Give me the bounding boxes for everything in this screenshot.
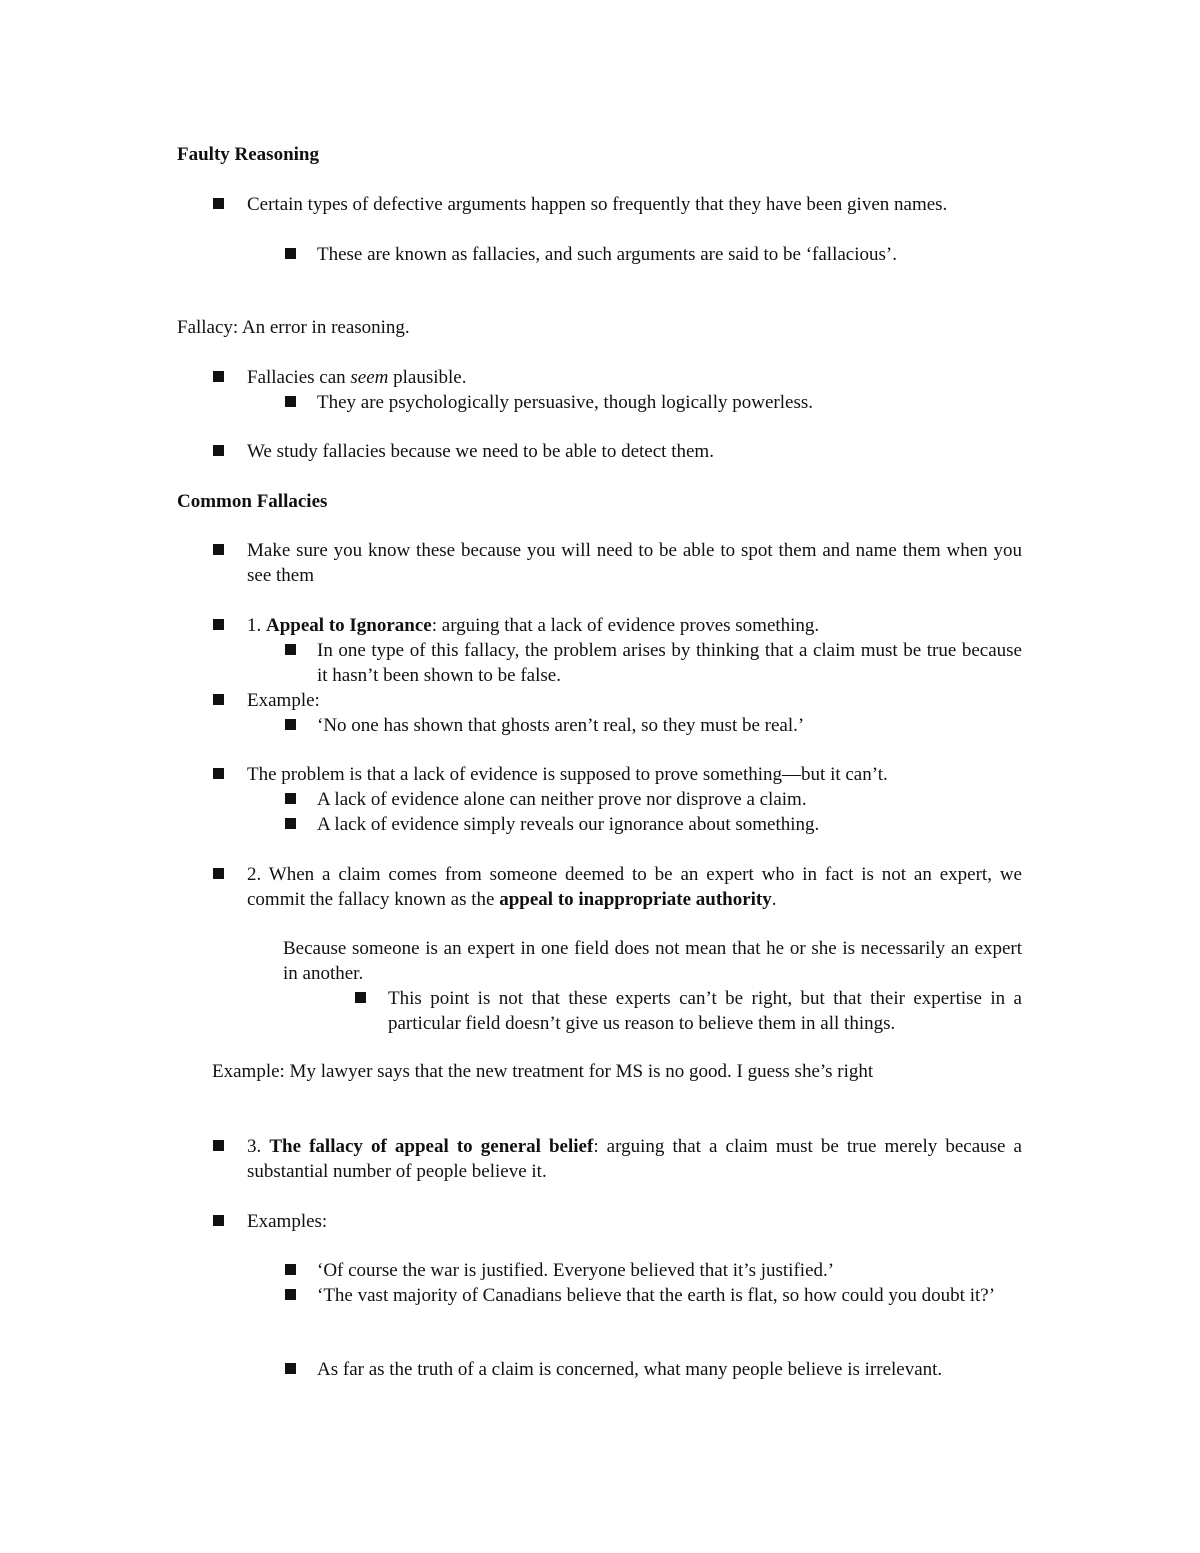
bullet-icon	[355, 992, 366, 1003]
bullet-icon	[213, 768, 224, 779]
bullet-icon	[213, 1140, 224, 1151]
example-ghosts: ‘No one has shown that ghosts aren’t real, so they must be real.’	[317, 715, 805, 736]
example-lawyer: Example: My lawyer says that the new treatment for MS is no good. I guess she’s right	[212, 1061, 874, 1082]
heading-faulty-reasoning: Faulty Reasoning	[177, 144, 319, 165]
examples-label: Examples:	[247, 1211, 328, 1232]
bullet-icon	[213, 198, 224, 209]
bullet-icon	[285, 719, 296, 730]
example-earth-flat: ‘The vast majority of Canadians believe that the earth is flat, so how could you doubt it?’	[317, 1285, 996, 1306]
bullet-icon	[213, 544, 224, 555]
bullet-icon	[213, 1215, 224, 1226]
paragraph-truth-irrelevant: As far as the truth of a claim is concerned, what many people believe is irrelevant.	[317, 1359, 943, 1380]
bullet-icon	[285, 396, 296, 407]
example-war-justified: ‘Of course the war is justified. Everyone believed that it’s justified.’	[317, 1260, 835, 1281]
paragraph-fallacies-seem-plausible: Fallacies can seem plausible.	[247, 367, 467, 388]
paragraph-problem-lack-of-evidence: The problem is that a lack of evidence is supposed to prove something—but it can’t.	[247, 764, 888, 785]
paragraph-expert-in-one-field: Because someone is an expert in one field does not mean that he or she is necessarily an expert in another.	[283, 938, 1022, 984]
bullet-icon	[285, 818, 296, 829]
bullet-icon	[213, 694, 224, 705]
example-label: Example:	[247, 690, 320, 711]
paragraph-expertise-particular-field: This point is not that these experts can’t be right, but that their expertise in a particular field doesn’t give us reason to believe them in all things.	[388, 988, 1022, 1034]
bullet-icon	[285, 1363, 296, 1374]
paragraph-know-these: Make sure you know these because you will need to be able to spot them and name them when you see them	[247, 540, 1022, 586]
bullet-icon	[213, 445, 224, 456]
bullet-icon	[213, 868, 224, 879]
paragraph-reveals-ignorance: A lack of evidence simply reveals our ignorance about something.	[317, 814, 820, 835]
paragraph-neither-prove-nor-disprove: A lack of evidence alone can neither prove nor disprove a claim.	[317, 789, 807, 810]
bullet-icon	[285, 644, 296, 655]
bullet-icon	[213, 619, 224, 630]
paragraph-psychologically-persuasive: They are psychologically persuasive, though logically powerless.	[317, 392, 813, 413]
bullet-icon	[285, 248, 296, 259]
bullet-icon	[285, 1289, 296, 1300]
paragraph-appeal-to-ignorance: 1. Appeal to Ignorance: arguing that a lack of evidence proves something.	[247, 615, 820, 636]
paragraph-inappropriate-authority: 2. When a claim comes from someone deemed to be an expert who in fact is not an expert, we commit the fallacy known as the appeal to inappropriate authority.	[247, 864, 1022, 910]
heading-common-fallacies: Common Fallacies	[177, 491, 328, 512]
bullet-icon	[285, 793, 296, 804]
paragraph-one-type-of-fallacy: In one type of this fallacy, the problem arises by thinking that a claim must be true because it hasn’t been shown to be false.	[317, 640, 1022, 686]
paragraph-detect-them: We study fallacies because we need to be able to detect them.	[247, 441, 714, 462]
paragraph-defective-arguments: Certain types of defective arguments happen so frequently that they have been given names.	[247, 194, 948, 215]
fallacy-definition: Fallacy: An error in reasoning.	[177, 317, 410, 338]
bullet-icon	[285, 1264, 296, 1275]
paragraph-known-as-fallacies: These are known as fallacies, and such arguments are said to be ‘fallacious’.	[317, 244, 897, 265]
bullet-icon	[213, 371, 224, 382]
paragraph-appeal-to-general-belief: 3. The fallacy of appeal to general belief: arguing that a claim must be true merely because a substantial number of people believe it.	[247, 1136, 1022, 1182]
